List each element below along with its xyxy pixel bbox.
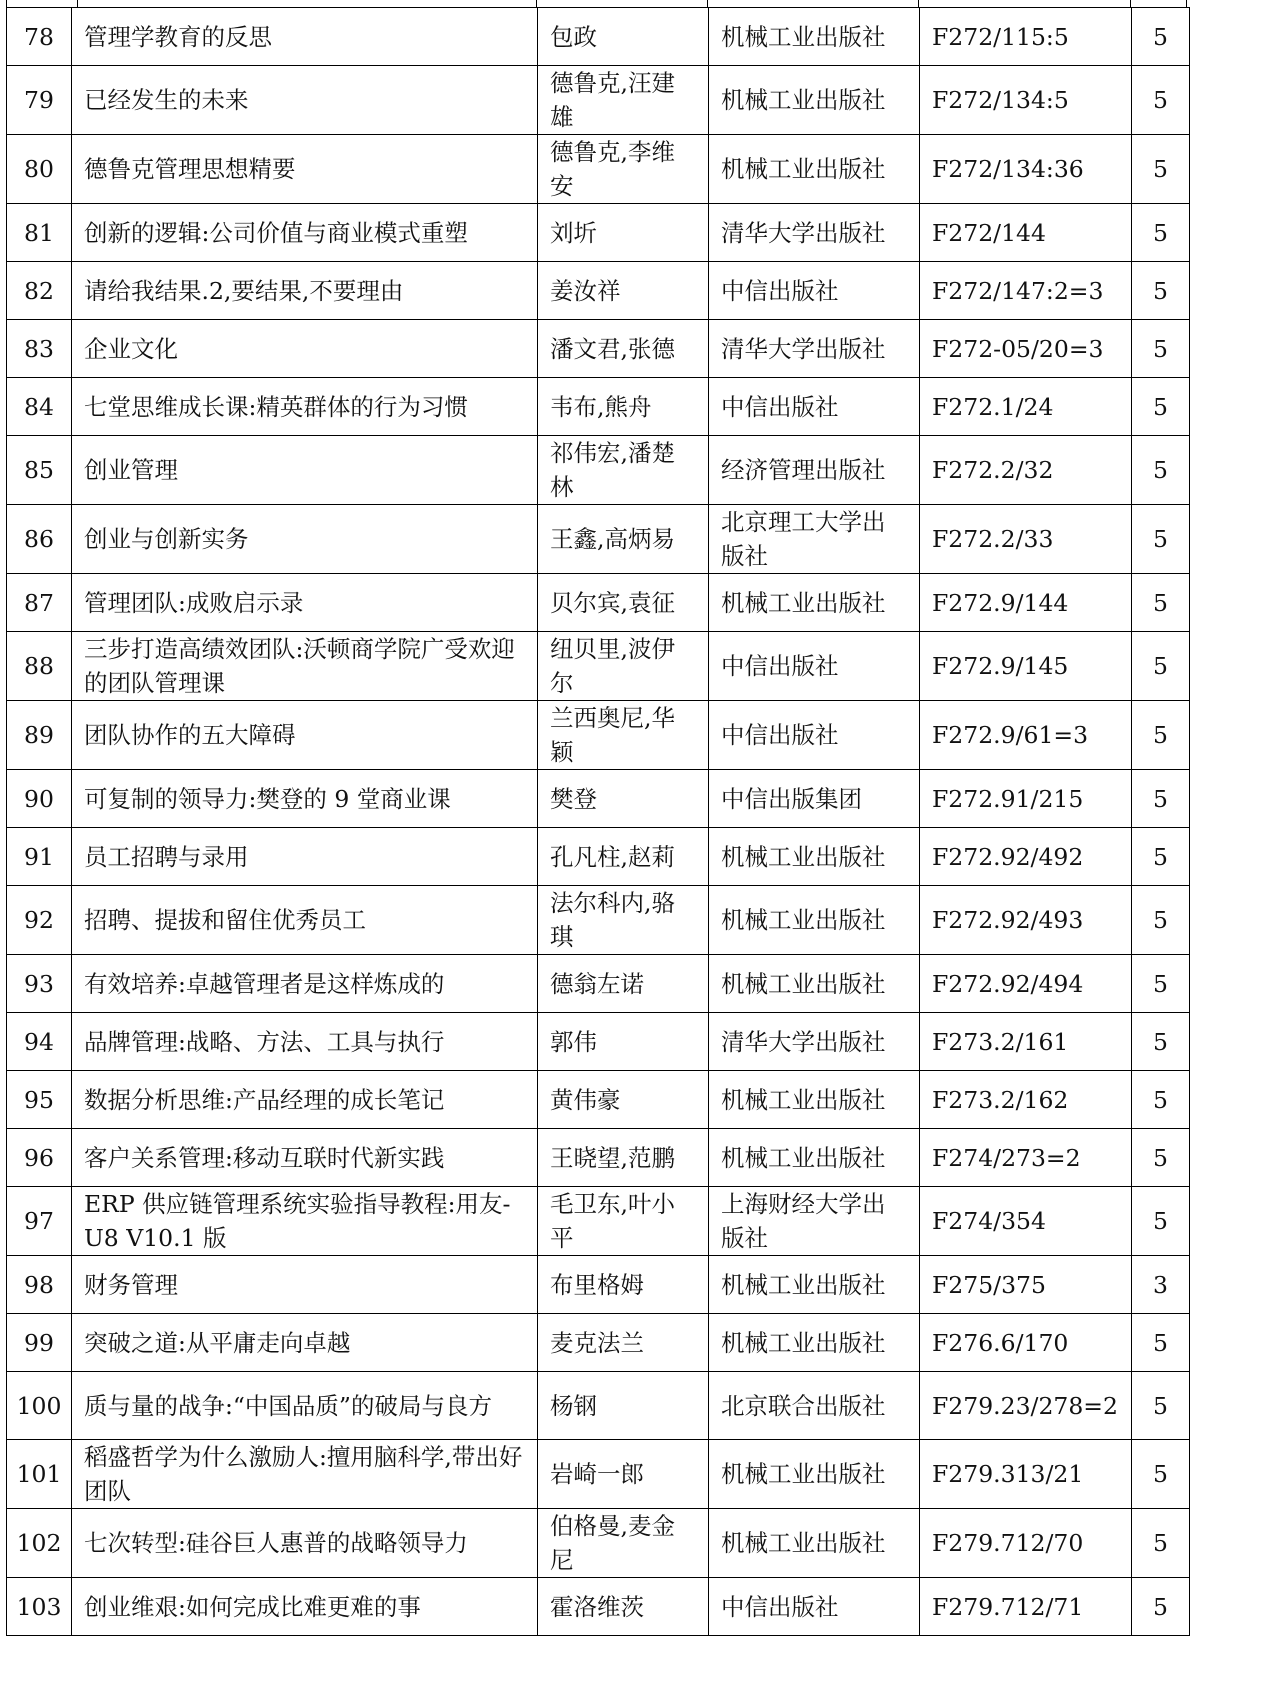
book-publisher: 清华大学出版社 [709,320,920,378]
call-number: F274/273=2 [920,1129,1132,1187]
copy-count: 5 [1132,8,1190,66]
row-number: 91 [7,828,72,886]
book-title: 创业管理 [72,436,538,505]
book-title: 数据分析思维:产品经理的成长笔记 [72,1071,538,1129]
row-number: 85 [7,436,72,505]
book-publisher: 上海财经大学出版社 [709,1187,920,1256]
book-title: 管理学教育的反思 [72,8,538,66]
copy-count: 5 [1132,1187,1190,1256]
copy-count: 5 [1132,701,1190,770]
call-number: F274/354 [920,1187,1132,1256]
column-divider [707,0,708,7]
copy-count: 5 [1132,1071,1190,1129]
table-body [7,8,1190,1636]
call-number: F272/147:2=3 [920,262,1132,320]
table-row [7,320,1190,378]
copy-count: 5 [1132,135,1190,204]
call-number: F272.2/32 [920,436,1132,505]
book-title: ERP 供应链管理系统实验指导教程:用友-U8 V10.1 版 [72,1187,538,1256]
book-title: 团队协作的五大障碍 [72,701,538,770]
copy-count: 5 [1132,1314,1190,1372]
copy-count: 5 [1132,828,1190,886]
call-number: F272.9/145 [920,632,1132,701]
table-row [7,955,1190,1013]
copy-count: 5 [1132,574,1190,632]
book-title: 突破之道:从平庸走向卓越 [72,1314,538,1372]
book-author: 布里格姆 [538,1256,709,1314]
book-author: 黄伟豪 [538,1071,709,1129]
book-author: 刘圻 [538,204,709,262]
book-title: 可复制的领导力:樊登的 9 堂商业课 [72,770,538,828]
book-title: 品牌管理:战略、方法、工具与执行 [72,1013,538,1071]
table-top-edge [6,0,1281,7]
row-number: 89 [7,701,72,770]
table-row [7,886,1190,955]
column-divider [918,0,919,7]
call-number: F273.2/162 [920,1071,1132,1129]
table-row [7,574,1190,632]
table-row [7,1256,1190,1314]
copy-count: 5 [1132,1129,1190,1187]
book-author: 潘文君,张德 [538,320,709,378]
book-author: 德鲁克,李维安 [538,135,709,204]
call-number: F272/134:36 [920,135,1132,204]
table-row [7,135,1190,204]
book-title: 员工招聘与录用 [72,828,538,886]
row-number: 83 [7,320,72,378]
call-number: F279.23/278=2 [920,1372,1132,1440]
book-title: 创业与创新实务 [72,505,538,574]
copy-count: 5 [1132,1013,1190,1071]
book-author: 纽贝里,波伊尔 [538,632,709,701]
row-number: 93 [7,955,72,1013]
book-publisher: 中信出版社 [709,262,920,320]
row-number: 99 [7,1314,72,1372]
book-title: 企业文化 [72,320,538,378]
book-author: 霍洛维茨 [538,1578,709,1636]
copy-count: 5 [1132,632,1190,701]
call-number: F272.92/492 [920,828,1132,886]
book-publisher: 机械工业出版社 [709,955,920,1013]
book-title: 七次转型:硅谷巨人惠普的战略领导力 [72,1509,538,1578]
call-number: F279.712/71 [920,1578,1132,1636]
book-author: 姜汝祥 [538,262,709,320]
call-number: F272/144 [920,204,1132,262]
copy-count: 5 [1132,204,1190,262]
book-title: 创业维艰:如何完成比难更难的事 [72,1578,538,1636]
book-publisher: 机械工业出版社 [709,8,920,66]
book-title: 质与量的战争:“中国品质”的破局与良方 [72,1372,538,1440]
call-number: F272.1/24 [920,378,1132,436]
book-publisher: 机械工业出版社 [709,1071,920,1129]
row-number: 92 [7,886,72,955]
row-number: 88 [7,632,72,701]
row-number: 90 [7,770,72,828]
call-number: F272.2/33 [920,505,1132,574]
row-number: 87 [7,574,72,632]
book-publisher: 北京联合出版社 [709,1372,920,1440]
column-divider [77,0,78,7]
table-row [7,828,1190,886]
call-number: F272.9/144 [920,574,1132,632]
table-row [7,1578,1190,1636]
row-number: 98 [7,1256,72,1314]
table-row [7,378,1190,436]
copy-count: 5 [1132,66,1190,135]
book-title: 有效培养:卓越管理者是这样炼成的 [72,955,538,1013]
book-title: 创新的逻辑:公司价值与商业模式重塑 [72,204,538,262]
row-number: 86 [7,505,72,574]
row-number: 80 [7,135,72,204]
book-publisher: 中信出版社 [709,632,920,701]
copy-count: 5 [1132,1509,1190,1578]
copy-count: 5 [1132,378,1190,436]
book-publisher: 机械工业出版社 [709,1314,920,1372]
book-publisher: 中信出版集团 [709,770,920,828]
book-author: 祁伟宏,潘楚林 [538,436,709,505]
column-divider [1186,0,1187,7]
copy-count: 5 [1132,1372,1190,1440]
book-publisher: 机械工业出版社 [709,66,920,135]
call-number: F273.2/161 [920,1013,1132,1071]
table-row [7,1187,1190,1256]
copy-count: 5 [1132,505,1190,574]
call-number: F272.92/494 [920,955,1132,1013]
row-number: 81 [7,204,72,262]
book-publisher: 中信出版社 [709,1578,920,1636]
book-publisher: 机械工业出版社 [709,135,920,204]
table-row [7,1509,1190,1578]
table-row [7,1013,1190,1071]
copy-count: 5 [1132,262,1190,320]
copy-count: 5 [1132,886,1190,955]
book-author: 德翁左诺 [538,955,709,1013]
book-publisher: 机械工业出版社 [709,886,920,955]
book-author: 德鲁克,汪建雄 [538,66,709,135]
book-title: 已经发生的未来 [72,66,538,135]
call-number: F272.91/215 [920,770,1132,828]
call-number: F279.313/21 [920,1440,1132,1509]
table-row [7,701,1190,770]
book-publisher: 清华大学出版社 [709,1013,920,1071]
book-title: 德鲁克管理思想精要 [72,135,538,204]
row-number: 103 [7,1578,72,1636]
book-author: 韦布,熊舟 [538,378,709,436]
book-publisher: 北京理工大学出版社 [709,505,920,574]
table-row [7,436,1190,505]
row-number: 95 [7,1071,72,1129]
call-number: F276.6/170 [920,1314,1132,1372]
table-row [7,262,1190,320]
book-title: 管理团队:成败启示录 [72,574,538,632]
book-list-table [6,7,1190,1636]
book-author: 孔凡柱,赵莉 [538,828,709,886]
book-publisher: 机械工业出版社 [709,1509,920,1578]
row-number: 96 [7,1129,72,1187]
book-author: 贝尔宾,袁征 [538,574,709,632]
table-row [7,1071,1190,1129]
book-author: 毛卫东,叶小平 [538,1187,709,1256]
book-author: 王晓望,范鹏 [538,1129,709,1187]
book-author: 杨钢 [538,1372,709,1440]
copy-count: 5 [1132,1440,1190,1509]
call-number: F279.712/70 [920,1509,1132,1578]
copy-count: 5 [1132,1578,1190,1636]
table-row [7,1372,1190,1440]
book-author: 王鑫,高炳易 [538,505,709,574]
book-author: 郭伟 [538,1013,709,1071]
book-title: 三步打造高绩效团队:沃顿商学院广受欢迎的团队管理课 [72,632,538,701]
book-publisher: 机械工业出版社 [709,574,920,632]
table-row [7,505,1190,574]
call-number: F272/115:5 [920,8,1132,66]
book-author: 法尔科内,骆琪 [538,886,709,955]
book-title: 财务管理 [72,1256,538,1314]
book-title: 客户关系管理:移动互联时代新实践 [72,1129,538,1187]
row-number: 100 [7,1372,72,1440]
book-author: 樊登 [538,770,709,828]
call-number: F272-05/20=3 [920,320,1132,378]
book-publisher: 中信出版社 [709,378,920,436]
call-number: F275/375 [920,1256,1132,1314]
table-row [7,66,1190,135]
book-publisher: 中信出版社 [709,701,920,770]
table-row [7,1129,1190,1187]
column-divider [1130,0,1131,7]
copy-count: 3 [1132,1256,1190,1314]
row-number: 78 [7,8,72,66]
book-title: 稻盛哲学为什么激励人:擅用脑科学,带出好团队 [72,1440,538,1509]
book-publisher: 机械工业出版社 [709,1129,920,1187]
call-number: F272/134:5 [920,66,1132,135]
book-author: 麦克法兰 [538,1314,709,1372]
book-title: 七堂思维成长课:精英群体的行为习惯 [72,378,538,436]
book-author: 兰西奥尼,华颖 [538,701,709,770]
table-row [7,1314,1190,1372]
book-title: 请给我结果.2,要结果,不要理由 [72,262,538,320]
book-author: 包政 [538,8,709,66]
column-divider [536,0,537,7]
book-publisher: 机械工业出版社 [709,828,920,886]
book-publisher: 机械工业出版社 [709,1256,920,1314]
row-number: 101 [7,1440,72,1509]
copy-count: 5 [1132,770,1190,828]
table-row [7,8,1190,66]
book-publisher: 清华大学出版社 [709,204,920,262]
call-number: F272.9/61=3 [920,701,1132,770]
book-title: 招聘、提拔和留住优秀员工 [72,886,538,955]
row-number: 102 [7,1509,72,1578]
copy-count: 5 [1132,320,1190,378]
table-row [7,632,1190,701]
call-number: F272.92/493 [920,886,1132,955]
table-row [7,1440,1190,1509]
book-author: 伯格曼,麦金尼 [538,1509,709,1578]
book-publisher: 经济管理出版社 [709,436,920,505]
row-number: 94 [7,1013,72,1071]
row-number: 79 [7,66,72,135]
row-number: 84 [7,378,72,436]
table-row [7,204,1190,262]
copy-count: 5 [1132,436,1190,505]
copy-count: 5 [1132,955,1190,1013]
row-number: 97 [7,1187,72,1256]
book-author: 岩崎一郎 [538,1440,709,1509]
table-row [7,770,1190,828]
row-number: 82 [7,262,72,320]
book-publisher: 机械工业出版社 [709,1440,920,1509]
